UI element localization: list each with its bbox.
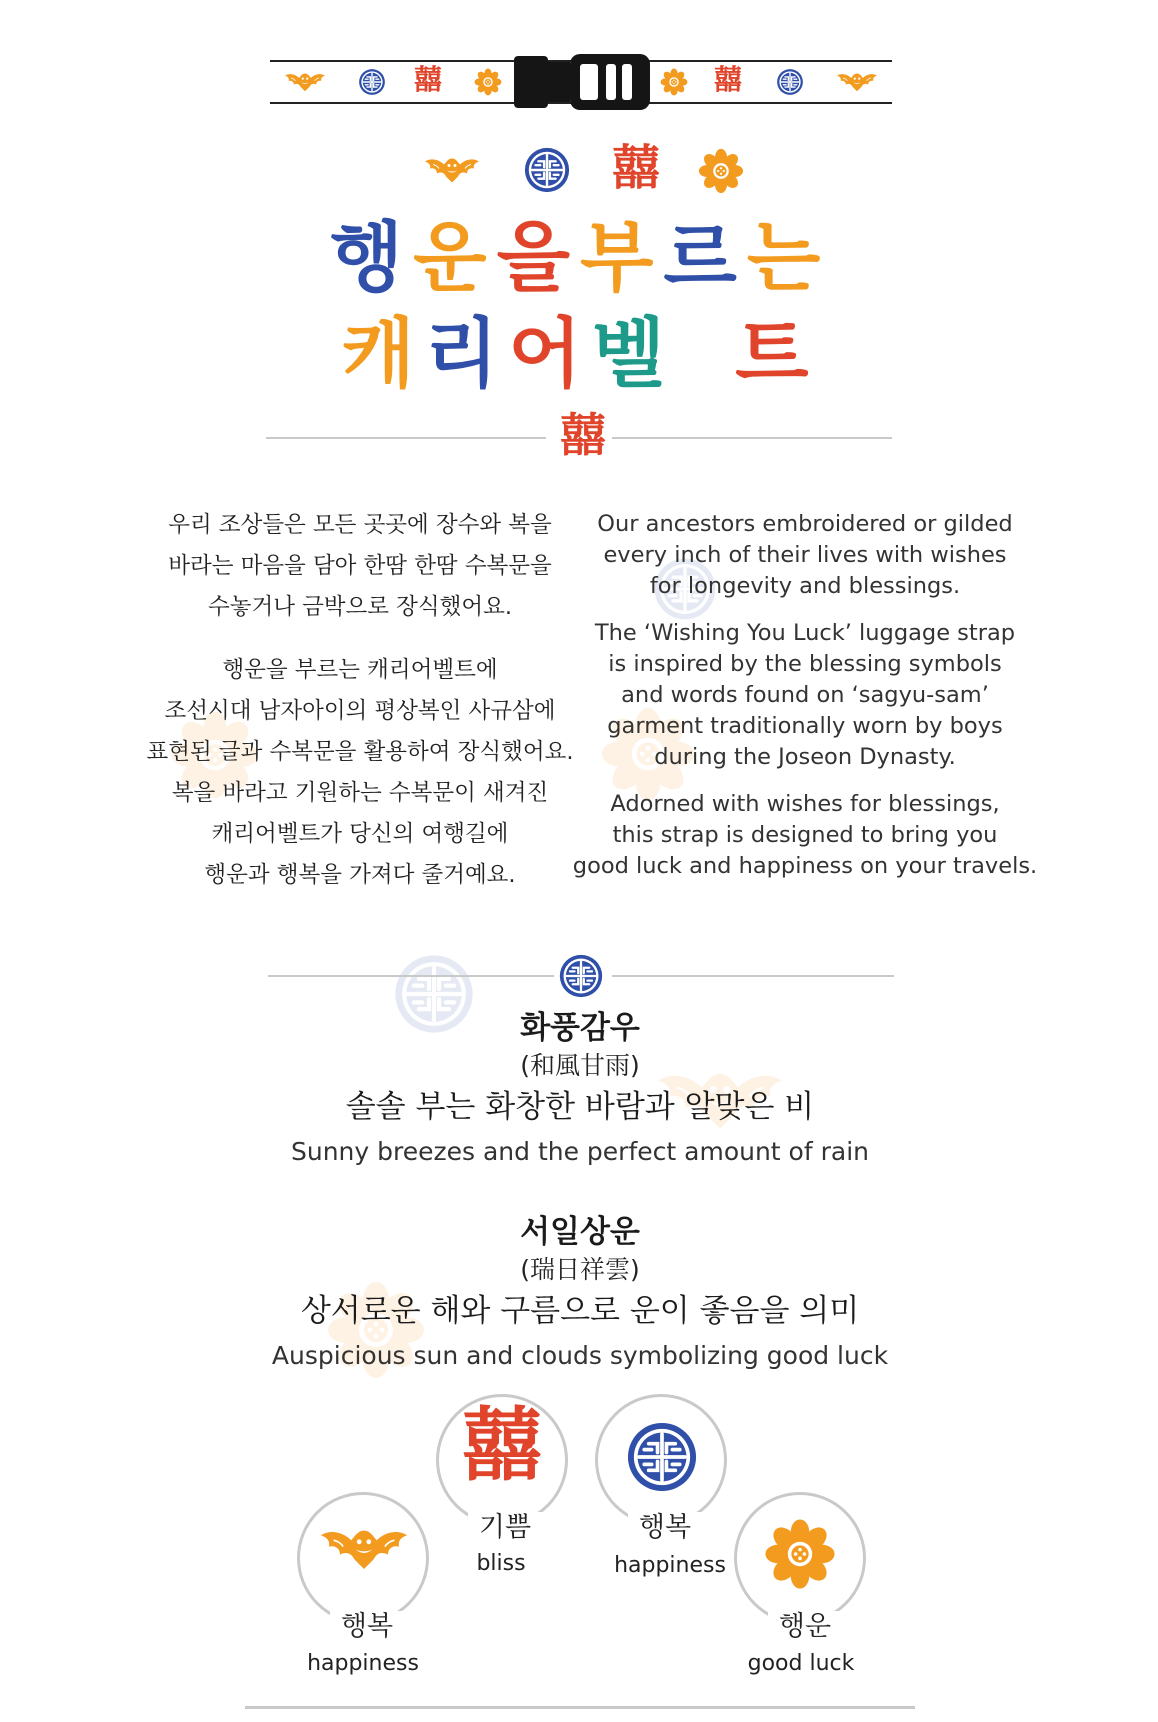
longevity-medallion-icon xyxy=(358,68,386,96)
title-char: 는 xyxy=(746,213,831,302)
longevity-medallion-icon xyxy=(523,146,571,194)
longevity-medallion-icon xyxy=(558,953,604,999)
english-paragraph-3 xyxy=(570,789,1040,882)
buckle-icon xyxy=(514,50,650,114)
bat-icon xyxy=(834,69,880,95)
text-line: this strap is designed to bring you xyxy=(612,822,998,848)
text-line: garment traditionally worn by boys xyxy=(607,713,1003,739)
text-line: 캐리어벨트가 당신의 여행길에 xyxy=(211,821,509,847)
double-happiness-icon: 囍 xyxy=(414,63,443,96)
english-description xyxy=(570,509,1040,898)
korean-description xyxy=(130,505,590,918)
text-line: is inspired by the blessing symbols xyxy=(608,651,1002,677)
title-char: 캐 xyxy=(341,309,425,398)
text-line: 수놓거나 금박으로 장식했어요. xyxy=(207,594,512,620)
bat-icon xyxy=(316,1520,412,1578)
title-line-2 xyxy=(300,309,860,398)
title-char: 을 xyxy=(496,213,580,302)
english-paragraph-2 xyxy=(570,618,1040,773)
title-char: 르 xyxy=(663,213,747,302)
double-happiness-icon: 囍 xyxy=(612,140,661,196)
title-char: 운 xyxy=(413,213,497,302)
title-char: 부 xyxy=(580,213,664,302)
symbol-label-english: good luck xyxy=(747,1651,855,1676)
text-line: Our ancestors embroidered or gilded xyxy=(597,511,1013,537)
english-paragraph-1 xyxy=(570,509,1040,602)
text-line: good luck and happiness on your travels. xyxy=(572,853,1038,879)
wish-item xyxy=(200,1212,960,1378)
text-line: during the Joseon Dynasty. xyxy=(654,744,956,770)
text-line: 조선시대 남자아이의 평상복인 사규삼에 xyxy=(164,698,556,724)
title-line-1 xyxy=(300,213,860,302)
title-char: 트 xyxy=(735,309,819,398)
wish-korean-description: 상서로운 해와 구름으로 운이 좋음을 의미 xyxy=(300,1293,860,1329)
double-happiness-icon: 囍 xyxy=(714,63,743,96)
flower-icon xyxy=(764,1518,836,1590)
double-happiness-icon: 囍 xyxy=(560,408,606,462)
longevity-medallion-icon xyxy=(625,1420,699,1494)
wish-name: 서일상운 xyxy=(520,1214,640,1250)
text-line: 표현된 글과 수복문을 활용하여 장식했어요. xyxy=(146,739,574,765)
divider-line xyxy=(612,437,892,439)
text-line: Adorned with wishes for blessings, xyxy=(610,791,1000,817)
title-char: 리 xyxy=(424,309,509,398)
symbol-label-english: bliss xyxy=(476,1551,526,1576)
wish-english-description: Sunny breezes and the perfect amount of rain xyxy=(291,1137,869,1166)
bat-icon xyxy=(282,69,328,95)
text-line: The ‘Wishing You Luck’ luggage strap xyxy=(594,620,1016,646)
text-line: 행운을 부르는 캐리어벨트에 xyxy=(222,657,498,683)
text-line: 행운과 행복을 가져다 줄거예요. xyxy=(204,862,516,888)
divider-line xyxy=(268,975,554,977)
bat-icon xyxy=(422,152,482,188)
symbol-label-korean: 행복 xyxy=(330,1611,404,1643)
longevity-medallion-icon xyxy=(776,68,804,96)
title-char: 벨 xyxy=(591,309,676,398)
wish-item xyxy=(200,1008,960,1174)
wish-hanja: (和風甘雨) xyxy=(520,1051,640,1080)
symbol-label-english: happiness xyxy=(614,1553,726,1578)
flower-icon xyxy=(660,68,688,96)
title-char: 행 xyxy=(329,213,414,302)
wish-name: 화풍감우 xyxy=(520,1010,640,1046)
text-line: 우리 조상들은 모든 곳곳에 장수와 복을 xyxy=(168,512,552,538)
text-line: 바라는 마음을 담아 한땀 한땀 수복문을 xyxy=(168,553,552,579)
flower-icon xyxy=(474,68,502,96)
bottom-divider xyxy=(245,1706,915,1709)
symbol-label-korean: 행운 xyxy=(768,1611,842,1643)
symbol-label-korean: 행복 xyxy=(628,1512,702,1544)
korean-paragraph-1 xyxy=(130,505,590,628)
divider-line xyxy=(612,975,894,977)
wish-korean-description: 솔솔 부는 화창한 바람과 알맞은 비 xyxy=(345,1089,815,1125)
text-line: 복을 바라고 기원하는 수복문이 새겨진 xyxy=(171,780,549,806)
divider-line xyxy=(266,437,546,439)
wish-english-description: Auspicious sun and clouds symbolizing good luck xyxy=(271,1341,889,1370)
text-line: and words found on ‘sagyu-sam’ xyxy=(621,682,989,708)
symbol-label-korean: 기쁨 xyxy=(468,1512,542,1544)
symbol-label-english: happiness xyxy=(307,1651,419,1676)
korean-paragraph-2 xyxy=(130,650,590,896)
flower-icon xyxy=(698,148,744,194)
double-happiness-icon: 囍 xyxy=(462,1399,542,1492)
text-line: every inch of their lives with wishes xyxy=(603,542,1007,568)
text-line: for longevity and blessings. xyxy=(649,573,961,599)
title-char: 어 xyxy=(508,309,592,398)
wish-hanja: (瑞日祥雲) xyxy=(520,1255,640,1284)
